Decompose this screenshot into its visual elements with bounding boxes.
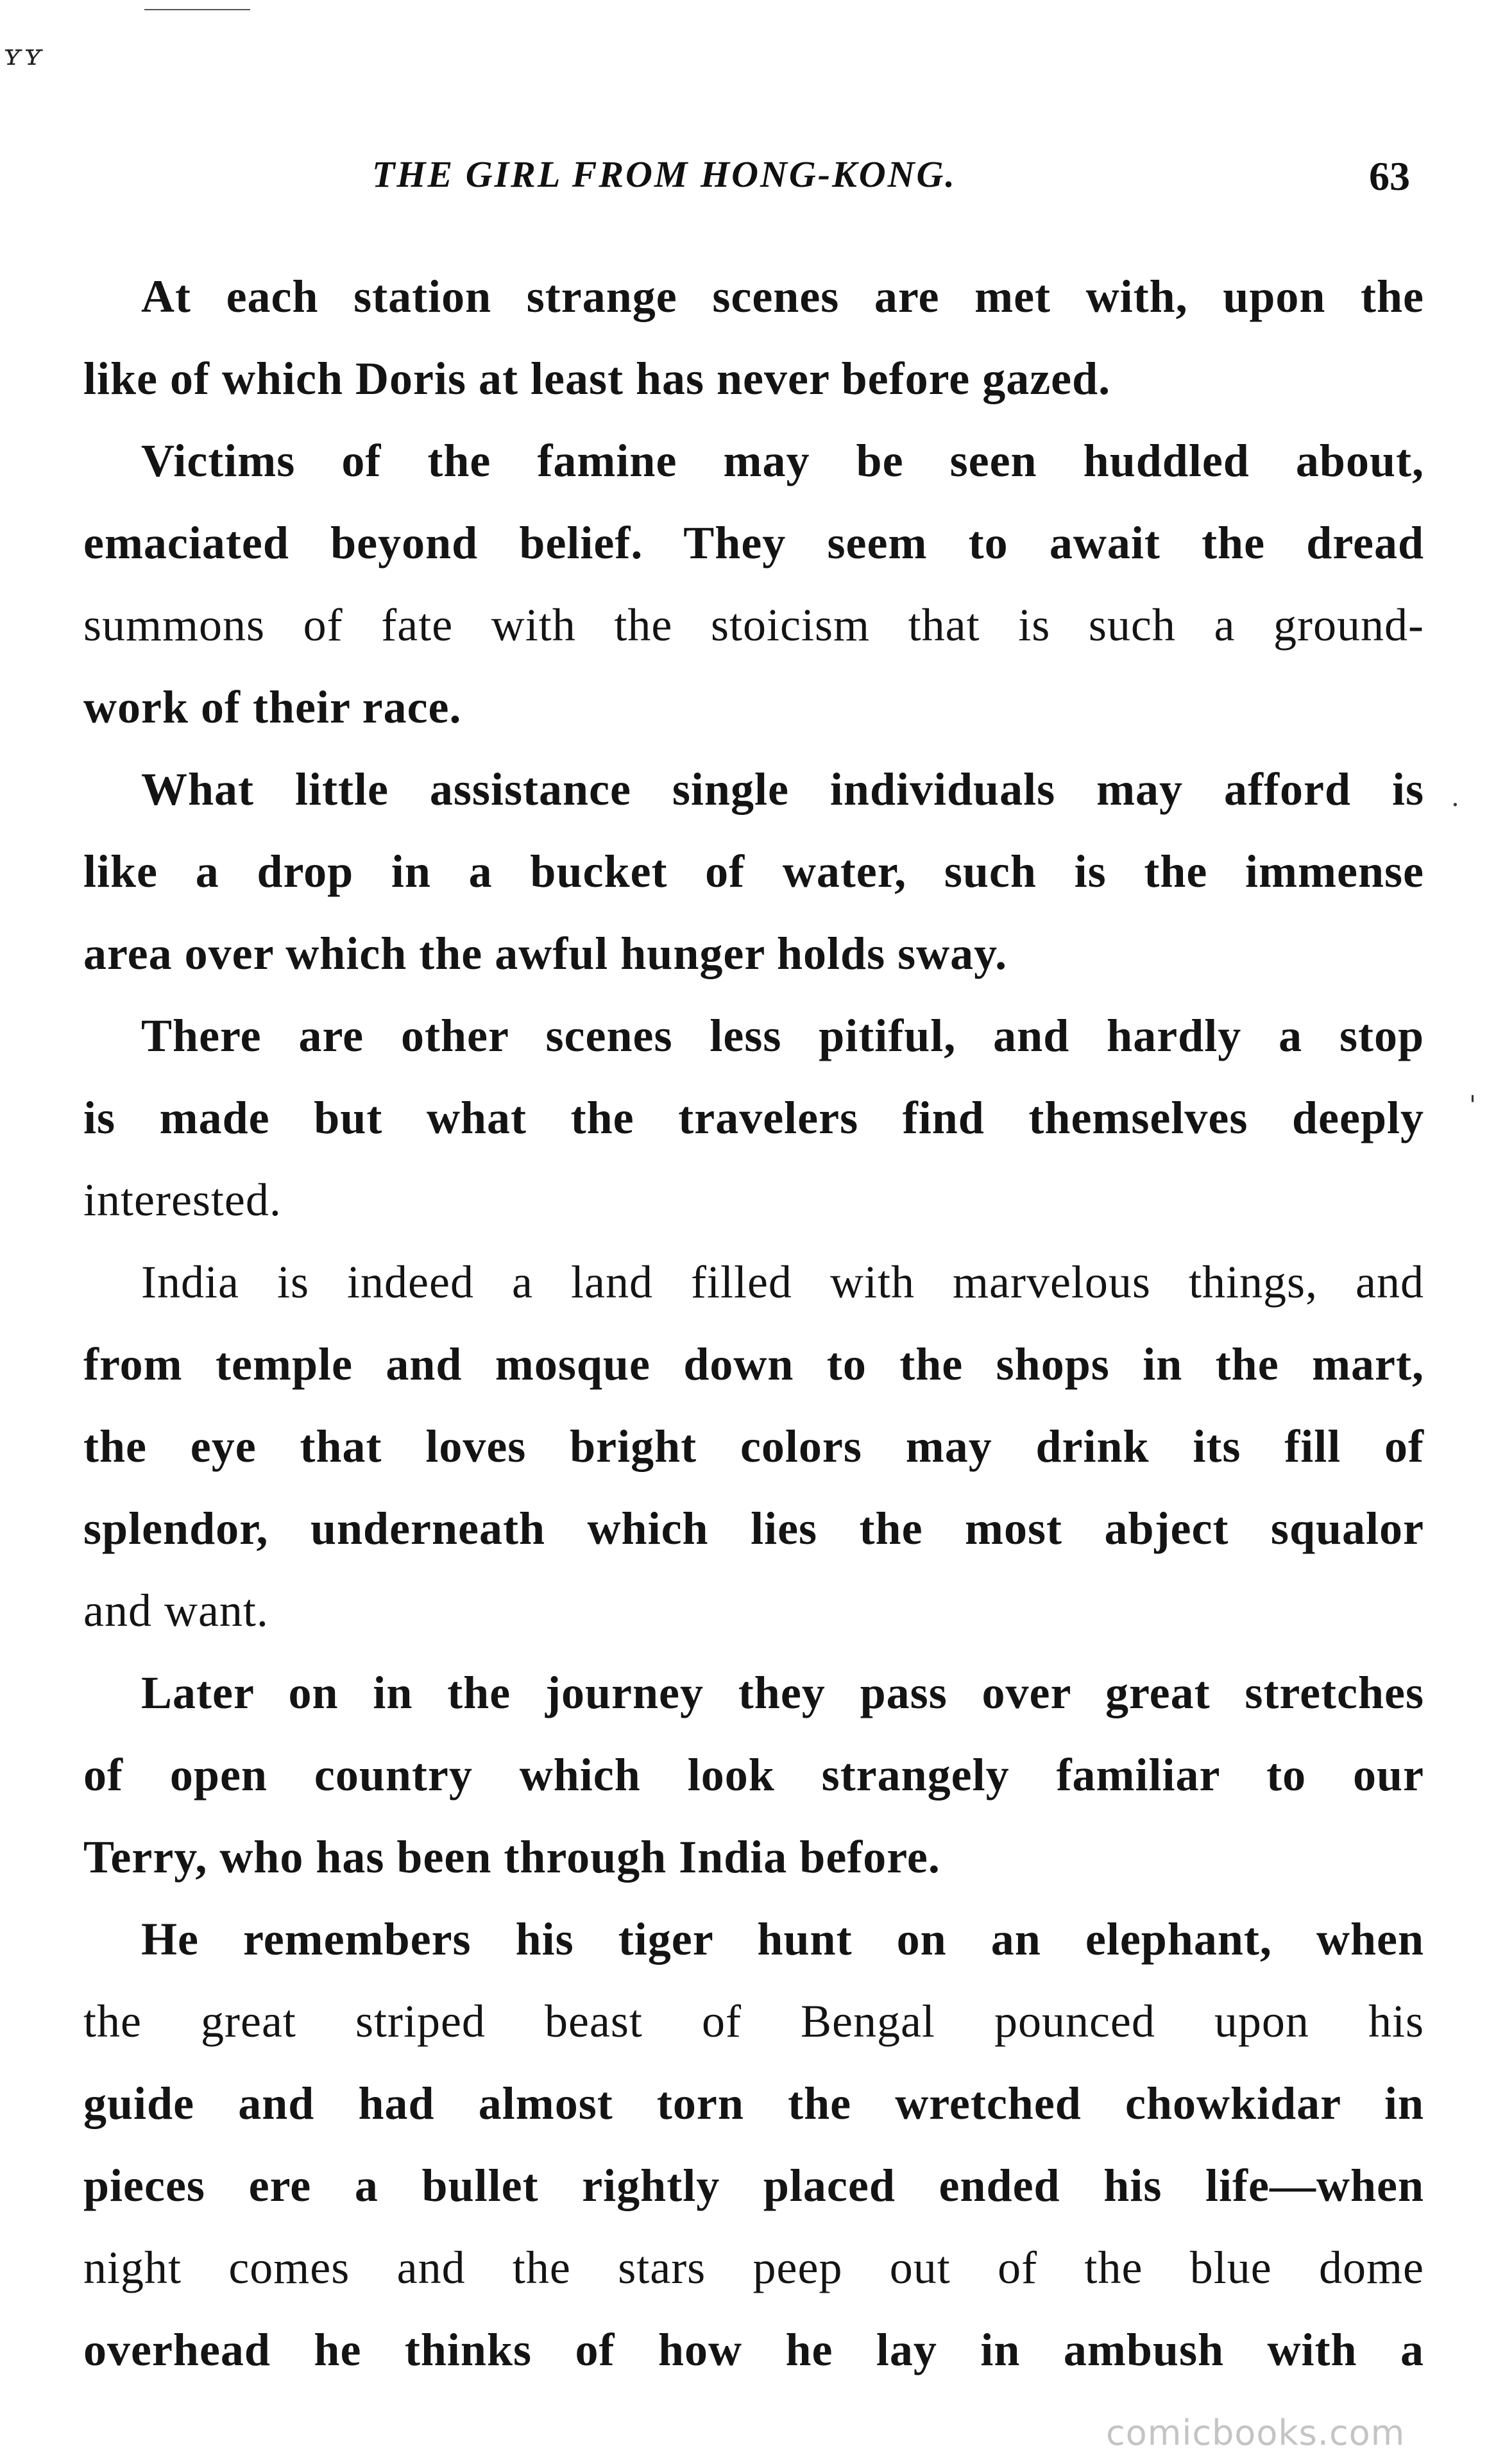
- text-line: night comes and the stars peep out of the blue dome: [83, 2242, 1424, 2293]
- text-line: area over which the awful hunger holds sway.: [83, 928, 1008, 979]
- text-line: guide and had almost torn the wretched chowkidar in: [83, 2078, 1424, 2129]
- text-line: like a drop in a bucket of water, such is the immense: [83, 846, 1424, 897]
- text-line: He remembers his tiger hunt on an elephant, when: [141, 1913, 1424, 1965]
- running-head: THE GIRL FROM HONG-KONG.: [372, 153, 957, 195]
- body-text: [83, 255, 1424, 2391]
- text-line: is made but what the travelers find themselves deeply: [83, 1092, 1424, 1143]
- text-line: overhead he thinks of how he lay in ambush with a: [83, 2324, 1424, 2375]
- text-line: like of which Doris at least has never before gazed.: [83, 353, 1111, 404]
- text-line: India is indeed a land filled with marvelous things, and: [141, 1256, 1424, 1308]
- watermark: comicbooks.com: [1106, 2413, 1406, 2453]
- corner-mark: ʏʏ: [3, 37, 44, 72]
- page-number: 63: [1369, 153, 1410, 199]
- text-line: Later on in the journey they pass over great stretches: [141, 1667, 1424, 1718]
- text-line: At each station strange scenes are met with, upon the: [141, 271, 1424, 322]
- text-line: work of their race.: [83, 681, 462, 733]
- text-line: the great striped beast of Bengal pounced upon his: [83, 1996, 1424, 2047]
- text-line: Terry, who has been through India before.: [83, 1831, 940, 1883]
- text-line: Victims of the famine may be seen huddled about,: [141, 435, 1424, 486]
- margin-speck: .: [1451, 783, 1459, 812]
- text-line: What little assistance single individuals may afford is: [141, 764, 1424, 815]
- text-line: the eye that loves bright colors may drink its fill of: [83, 1421, 1424, 1472]
- top-rule: [144, 9, 250, 10]
- margin-speck: ': [1469, 1091, 1476, 1120]
- text-line: There are other scenes less pitiful, and hardly a stop: [141, 1010, 1424, 1061]
- text-line: summons of fate with the stoicism that is such a ground-: [83, 599, 1424, 651]
- text-line: from temple and mosque down to the shops in the mart,: [83, 1339, 1424, 1390]
- text-line: interested.: [83, 1174, 282, 1226]
- text-line: and want.: [83, 1585, 269, 1636]
- text-line: of open country which look strangely familiar to our: [83, 1749, 1424, 1801]
- text-line: pieces ere a bullet rightly placed ended his life—when: [83, 2160, 1424, 2211]
- text-line: splendor, underneath which lies the most abject squalor: [83, 1503, 1424, 1554]
- text-line: emaciated beyond belief. They seem to await the dread: [83, 517, 1424, 569]
